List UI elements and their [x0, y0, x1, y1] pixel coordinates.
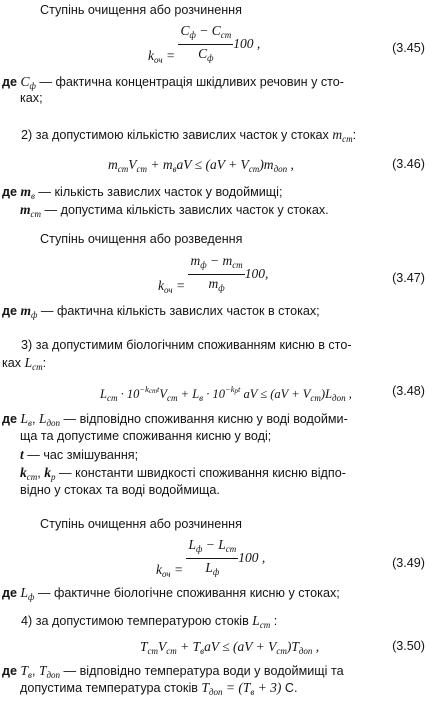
- definition-t: t — час змішування;: [20, 447, 139, 462]
- definition-lf: де $L_ф$ — фактичне біологічне споживання кисню у стоках;: [2, 585, 340, 602]
- equation-number-3-49: (3.49): [392, 556, 425, 570]
- item-3-heading: 3) за допустимим біологічним споживанням кисню в сто-: [21, 338, 352, 352]
- heading-text: Ступінь очищення або розчинення: [40, 3, 242, 17]
- equation-3-45: $k_{оч}$ = $\frac{C_ф - C_{ст}}{C_ф}$ 100 ,: [148, 23, 261, 65]
- equation-number-3-47: (3.47): [392, 271, 425, 285]
- paragraph-heading-3: Ступінь очищення або розчинення: [40, 517, 242, 531]
- equation-number-3-46: (3.46): [392, 157, 425, 171]
- paragraph-heading-1: [40, 2, 242, 19]
- definition-kst-kr-cont: відно у стоках та воді водоймища.: [20, 483, 220, 497]
- definition-lv-ldop: де $L_в$, $L_{доп}$ — відповідно споживання кисню у воді водойми-: [2, 411, 348, 428]
- equation-number-3-45: (3.45): [392, 41, 425, 55]
- item-2-heading: 2) за допустимою кількістю завислих часток у стоках $m_{ст}$:: [21, 127, 357, 144]
- equation-3-46: $m_{ст}V_{ст} + m_вaV \le (aV + V_{ст})m_{доп}$ ,: [108, 157, 294, 174]
- equation-3-50: $T_{ст}V_{ст} + T_вaV \le (aV + V_{ст})T_{доп}$ ,: [140, 639, 320, 656]
- equation-3-49: $k_{оч}$ = $\frac{L_ф - L_{ст}}{L_ф}$ 100 ,: [156, 537, 266, 579]
- definition-cf-cont: ках;: [20, 91, 43, 105]
- definition-mv: де $m_в$ — кількість завислих часток у водоймищі;: [2, 184, 283, 201]
- definition-kst-kr: $k_{ст}$, $k_р$ — константи швидкості споживання кисню відпо-: [20, 465, 346, 482]
- definition-mf: де $m_ф$ — фактична кількість завислих часток в стоках;: [2, 303, 320, 320]
- equation-number-3-50: (3.50): [392, 639, 425, 653]
- item-3-heading-cont: ках $L_{ст}$:: [2, 355, 47, 372]
- equation-number-3-48: (3.48): [392, 384, 425, 398]
- tdop-formula: $T_{доп} = (T_в + 3)$: [201, 680, 282, 697]
- paragraph-heading-2: Ступінь очищення або розведення: [40, 232, 243, 246]
- definition-cf: де $C_ф$ — фактична концентрація шкідливих речовин у сто-: [2, 74, 344, 91]
- definition-mst: $m_{ст}$ — допустима кількість завислих часток у стоках.: [20, 202, 329, 219]
- definition-lv-ldop-cont: ща та допустиме споживання кисню у воді;: [20, 429, 272, 443]
- equation-3-47: $k_{оч}$ = $\frac{m_ф - m_{ст}}{m_ф}$ 100,: [158, 253, 269, 295]
- equation-3-48: $L_{ст} \cdot 10^{-k_{ст}t}V_{ст} + L_в \cdot 10^{-k_рt}$ aV ≤ $(aV + V_{ст})L_{доп}$ ,: [100, 384, 352, 403]
- item-4-heading: 4) за допустимою температурою стоків $L_{ст}$ :: [21, 613, 278, 630]
- definition-tv-tdop: де $T_в$, $T_{доп}$ — відповідно температура води у водоймищі та: [2, 663, 344, 680]
- definition-tv-tdop-cont: допустима температура стоків $T_{доп} = (T_в + 3)$ С.: [20, 680, 298, 697]
